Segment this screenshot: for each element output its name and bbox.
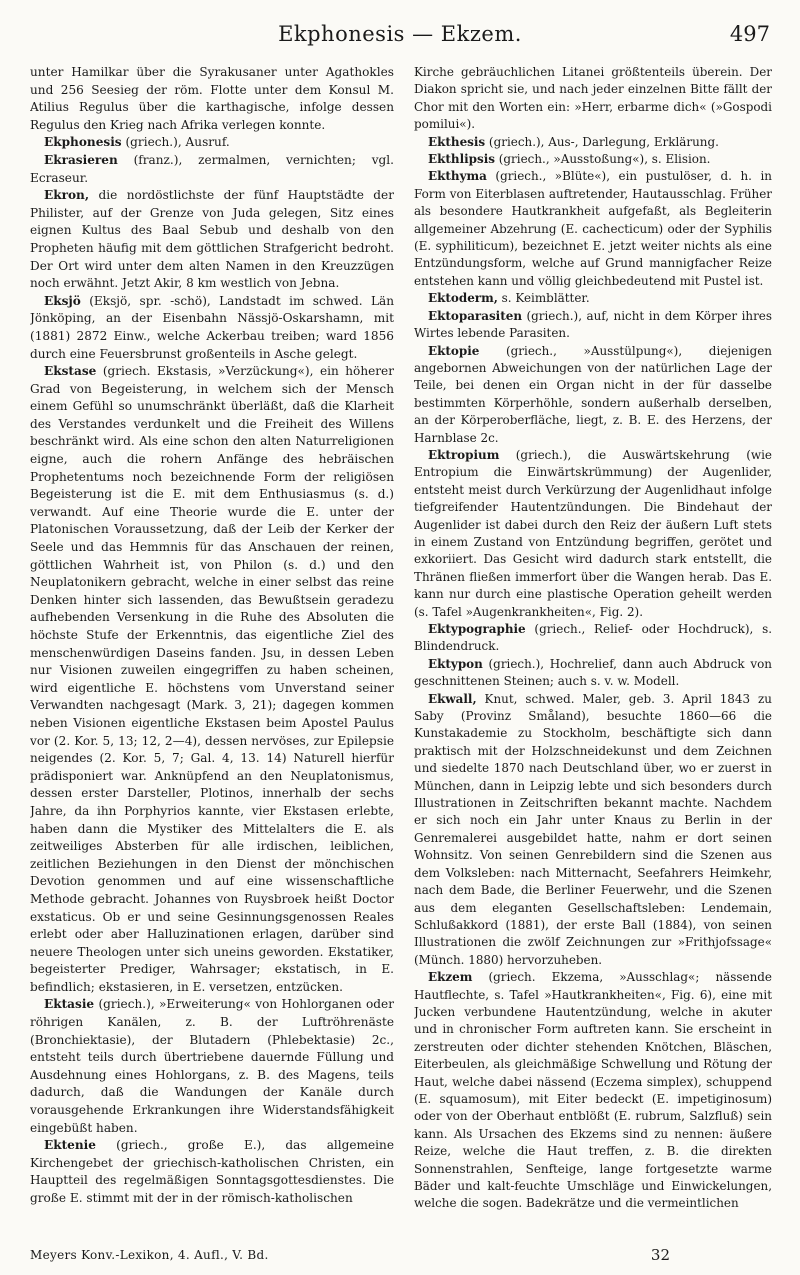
dictionary-entry	[30, 363, 394, 996]
entry-text: (griech. Ekstasis, »Verzückung«), ein höherer Grad von Begeisterung, in welchem sich der Mensch einem Gefühl so unumschränkt überläßt, daß die Klarheit des Verstandes verdunkelt und die Freiheit des Willens beschränkt wird. Als eine schon den alten Naturreligionen eigne, auch die rohern Anfänge des hebräischen Prophetentums noch bezeichnende Form der religiösen Begeisterung ist die E. mit dem Enthusiasmus (s. d.) verwandt. Auf eine Theorie wurde die E. unter der Platonischen Voraussetzung, daß der Leib der Kerker der Seele und das Hemmnis für das Anschauen der reinen, göttlichen Wahrheit ist, von Philon (s. d.) und den Neuplatonikern gebracht, welche in einer selbst das reine Denken hinter sich lassenden, das Bewußtsein geradezu aufhebenden Versenkung in die Ruhe des Absoluten die höchste Stufe der Erkenntnis, das eigentliche Ziel des menschenwürdigen Daseins fanden. Jsu, in dessen Leben nur Visionen zuweilen eingegriffen zu haben scheinen, wird eigentliche E. höchstens vom Unverstand seiner Verwandten nachgesagt (Mark. 3, 21); dagegen kommen neben Visionen eigentliche Ekstasen beim Apostel Paulus vor (2. Kor. 5, 13; 12, 2—4), dessen nervöses, zur Epilepsie neigendes (2. Kor. 5, 7; Gal. 4, 13. 14) Naturell hierfür prädisponiert war. Anknüpfend an den Neuplatonismus, dessen erster Darsteller, Plotinos, innerhalb der sechs Jahre, da ihn Porphyrios kannte, vier Ekstasen erlebte, haben dann die Mystiker des Mittelalters die E. als zeitweiliges Absterben für alle irdischen, leiblichen, zeitlichen Beziehungen in den Dienst der mönchischen Devotion genommen und auf eine wissenschaftliche Methode gebracht. Johannes von Ruysbroek heißt Doctor exstaticus. Ob er und seine Gesinnungsgenossen Reales erlebt oder aber Halluzinationen erlagen, darüber sind neuere Theologen unter sich uneins geworden. Ekstatiker, begeisterter Prediger, Wahrsager; ekstatisch, in E. befindlich; ekstasieren, in E. versetzen, entzücken.	[30, 364, 394, 994]
dictionary-entry	[30, 152, 394, 187]
dictionary-entry	[414, 969, 772, 1213]
entry-headword: Ekstase	[44, 364, 97, 379]
entry-headword: Ekthlipsis	[428, 152, 495, 167]
entry-text: (griech., »Ausstülpung«), diejenigen angebornen Abweichungen von der natürlichen Lage der Teile, bei denen ein Organ nicht in der für dasselbe bestimmten Körperhöhle, sondern außerhalb derselben, an der Körperoberfläche, liegt, z. B. E. des Herzens, der Harnblase 2c.	[414, 343, 772, 445]
entry-text: (griech.), die Auswärtskehrung (wie Entropium die Einwärtskrümmung) der Augenlider, entsteht meist durch Verkürzung der Augenlidhaut infolge tiefgreifender Hautentzündungen. Die Bindehaut der Augenlider ist dabei durch den Reiz der äußern Luft stets in einem Zustand von Entzündung begriffen, gerötet und exkoriiert. Das Gesicht wird dadurch stark entstellt, die Thränen fließen immerfort über die Wangen herab. Das E. kann nur durch eine plastische Operation geheilt werden (s. Tafel »Augenkrankheiten«, Fig. 2).	[414, 447, 772, 619]
entry-headword: Ektypon	[428, 656, 483, 671]
left-column	[30, 64, 394, 1239]
entry-headword: Ektoparasiten	[428, 308, 522, 323]
dictionary-entry	[414, 343, 772, 447]
dictionary-entry	[414, 691, 772, 970]
page-number: 497	[729, 22, 770, 46]
entry-text: (Eksjö, spr. -schö), Landstadt im schwed. Län Jönköping, an der Eisenbahn Nässjö-Oskarshamn, mit (1881) 2872 Einw., welche Ackerbau treiben; ward 1856 durch eine Feuersbrunst großenteils in Asche gelegt.	[30, 293, 394, 361]
dictionary-entry	[30, 996, 394, 1137]
entry-text: (griech.), auf, nicht in dem Körper ihres Wirtes lebende Parasiten.	[414, 308, 772, 341]
entry-headword: Ekthyma	[428, 169, 487, 184]
page-footer	[30, 1248, 770, 1268]
right-column	[414, 64, 772, 1239]
dictionary-entry	[414, 621, 772, 656]
entry-headword: Ekwall,	[428, 691, 477, 706]
entry-text: Knut, schwed. Maler, geb. 3. April 1843 zu Saby (Provinz Småland), besuchte 1860—66 die Kunstakademie zu Stockholm, beschäftigte sich dann praktisch mit der Holzschneidekunst und dem Zeichnen und siedelte 1870 nach Deutschland über, wo er zuerst in München, dann in Leipzig lebte und sich besonders durch Illustrationen in Zeitschriften bekannt machte. Nachdem er sich noch ein Jahr unter Knaus zu Berlin in der Genremalerei ausgebildet hatte, nahm er dort seinen Wohnsitz. Von seinen Genrebildern sind die Szenen aus dem Volksleben: nach Mitternacht, Seefahrers Heimkehr, nach dem Bade, die Berliner Feuerwehr, und die Szenen aus dem eleganten Gesellschaftsleben: Lendemain, Schlußakkord (1881), der erste Ball (1884), von seinen Illustrationen die zwölf Zeichnungen zur »Frithjofssage« (Münch. 1880) hervorzuheben.	[414, 691, 772, 967]
dictionary-entry	[414, 151, 772, 168]
entry-text: (griech.), »Erweiterung« von Hohlorganen oder röhrigen Kanälen, z. B. der Luftröhrenäste (Bronchiektasie), der Blutadern (Phlebektasie) 2c., entsteht teils durch übertriebene dauernde Füllung und Ausdehnung eines Hohlorgans, z. B. des Magens, teils dadurch, daß die Wandungen der Kanäle durch vorausgehende Erkrankungen ihre Widerstandsfähigkeit eingebüßt haben.	[30, 997, 394, 1135]
entry-headword: Ekthesis	[428, 134, 486, 149]
entry-text: (griech., Relief- oder Hochdruck), s. Blindendruck.	[414, 622, 772, 654]
entry-text: (griech.), Ausruf.	[121, 135, 230, 150]
entry-text: unter Hamilkar über die Syrakusaner unter Agathokles und 256 Seesieg der röm. Flotte unter dem Konsul M. Atilius Regulus über die karthagische, infolge dessen Regulus den Krieg nach Afrika verlegen konnte.	[30, 65, 394, 132]
dictionary-entry	[414, 290, 772, 307]
entry-headword: Ekphonesis	[44, 135, 122, 150]
entry-headword: Ektopie	[428, 343, 480, 358]
dictionary-entry	[30, 134, 394, 152]
page-title: Ekphonesis — Ekzem.	[278, 22, 522, 46]
entry-headword: Ekzem	[428, 970, 473, 985]
dictionary-entry	[30, 1137, 394, 1207]
footer-source: Meyers Konv.-Lexikon, 4. Aufl., V. Bd.	[30, 1248, 269, 1262]
entry-headword: Ekrasieren	[44, 152, 118, 167]
dictionary-entry	[414, 447, 772, 621]
continued-text	[30, 64, 394, 134]
entry-text: (griech., »Blüte«), ein pustulöser, d. h. in Form von Eiterblasen auftretender, Hautausschlag. Früher als besondere Hautkrankheit aufgefaßt, als Begleiterin allgemeiner Abzehrung (E. cachecticum) oder der Syphilis (E. syphiliticum), bezeichnet E. jetzt weiter nichts als eine Entzündungsform, welche auf Grund mannigfacher Reize entstehen kann und völlig gleichbedeutend mit Pustel ist.	[414, 169, 772, 288]
dictionary-entry	[414, 134, 772, 151]
entry-headword: Eksjö	[44, 293, 81, 308]
entry-text: s. Keimblätter.	[497, 291, 590, 306]
dictionary-entry	[414, 656, 772, 691]
entry-text: (griech. Ekzema, »Ausschlag«; nässende Hautflechte, s. Tafel »Hautkrankheiten«, Fig. 6), eine mit Jucken verbundene Hautentzündung, welche in akuter und in chronischer Form auftreten kann. Sie erscheint in zerstreuten oder dichter stehenden Knötchen, Bläschen, Eiterbeulen, als gleichmäßige Schwellung und Rötung der Haut, welche dabei nässend (Eczema simplex), schuppend (E. squamosum), mit Eiter bedeckt (E. impetiginosum) oder von der Oberhaut entblößt (E. rubrum, Salzfluß) sein kann. Als Ursachen des Ekzems sind zu nennen: äußere Reize, welche die Haut treffen, z. B. die direkten Sonnenstrahlen, Senfteige, lange fortgesetzte warme Bäder und kalt-feuchte Umschläge und Einwickelungen, welche die sogen. Badekrätze und die vermeintlichen	[414, 970, 772, 1211]
footer-signature: 32	[650, 1246, 670, 1264]
dictionary-entry	[30, 187, 394, 293]
entry-text: (griech.), Hochrelief, dann auch Abdruck von geschnittenen Steinen; auch s. v. w. Modell.	[414, 656, 772, 689]
entry-text: (franz.), zermalmen, vernichten; vgl. Ecraseur.	[30, 152, 394, 185]
entry-headword: Ektropium	[428, 447, 500, 462]
entry-text: (griech.), Aus-, Darlegung, Erklärung.	[485, 134, 719, 149]
dictionary-entry	[414, 168, 772, 290]
dictionary-entry	[414, 308, 772, 343]
entry-headword: Ektenie	[44, 1138, 96, 1153]
page-header	[30, 22, 770, 54]
entry-text: die nordöstlichste der fünf Hauptstädte der Philister, auf der Grenze von Juda gelegen, Sitz eines eignen Kultus des Baal Sebub und deshalb von den Propheten häufig mit dem göttlichen Strafgericht bedroht. Der Ort wird unter dem alten Namen in den Kreuzzügen noch erwähnt. Jetzt Akir, 8 km westlich von Jebna.	[30, 188, 394, 291]
entry-headword: Ekron,	[44, 188, 90, 203]
continued-text	[414, 64, 772, 134]
entry-text: Kirche gebräuchlichen Litanei größtenteils überein. Der Diakon spricht sie, und nach jeder einzelnen Bitte fällt der Chor mit den Worten ein: »Herr, erbarme dich« (»Gospodi pomilui«).	[414, 65, 772, 132]
entry-headword: Ektypographie	[428, 622, 526, 636]
dictionary-entry	[30, 293, 394, 363]
entry-text: (griech., »Ausstoßung«), s. Elision.	[494, 152, 711, 167]
entry-headword: Ektoderm,	[428, 291, 498, 306]
entry-headword: Ektasie	[44, 997, 95, 1012]
entry-text: (griech., große E.), das allgemeine Kirchengebet der griechisch-katholischen Christen, ein Hauptteil des regelmäßigen Sonntagsgottesdienstes. Die große E. stimmt mit der in der römisch-katholischen	[30, 1138, 394, 1205]
